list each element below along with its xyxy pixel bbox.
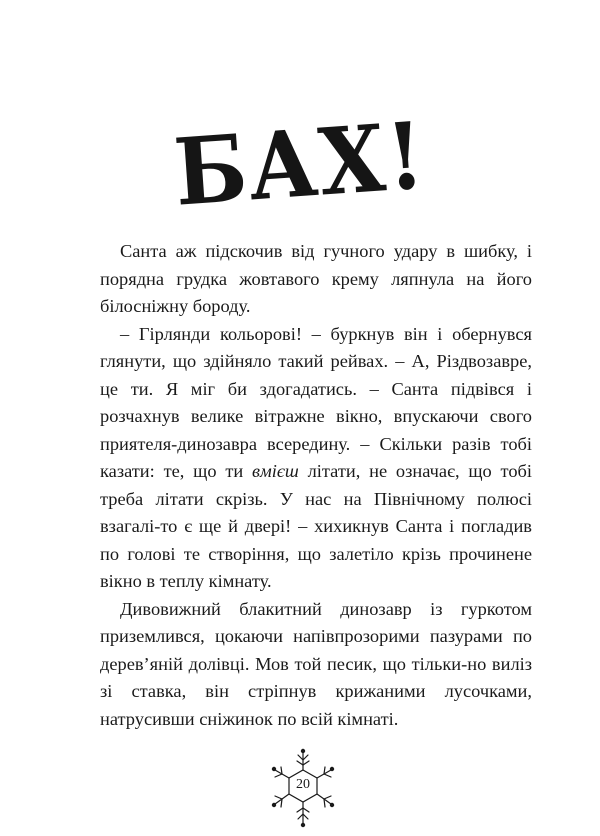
paragraph-2-start: – Гірлянди кольорові! – буркнув він і обернувся глянути, що здійняло такий рейвах. – А, Різдвозавре, це ти. Я міг би здогадатись. – Санта підвівся і розчахнув велике вітражне вікно, впускаючи свого приятеля-динозавра всередину. – Скільки разів тобі казати: те, що ти [100,323,532,481]
chapter-heading: БАХ! [170,101,430,227]
paragraph-3: Дивовижний блакитний динозавр із гуркотом приземлився, цокаючи напівпрозорими пазурами по дерев’яній долівці. Мов той песик, що тільки-но виліз зі ставка, він стріпнув крижаними лусочками, натрусивши сніжинок по всій кімнаті. [100,598,532,729]
paragraph-1: Санта аж підскочив від гучного удару в шибку, і порядна грудка жовтавого крему ляпнула на його білосніжну бороду. [100,241,532,316]
page-number: 20 [296,777,310,792]
page-number-ornament [271,748,335,828]
body-text [100,238,532,733]
paragraph-2-emphasis: вмієш [252,461,299,481]
paragraph-2-end: літати, не означає, що тобі треба літати скрізь. У нас на Північному полюсі взагалі-то є ще й двері! – хихикнув Санта і погладив по голові те створіння, що залетіло крізь прочинене вікно в теплу кімнату. [100,461,532,591]
paragraph-2 [100,321,532,596]
